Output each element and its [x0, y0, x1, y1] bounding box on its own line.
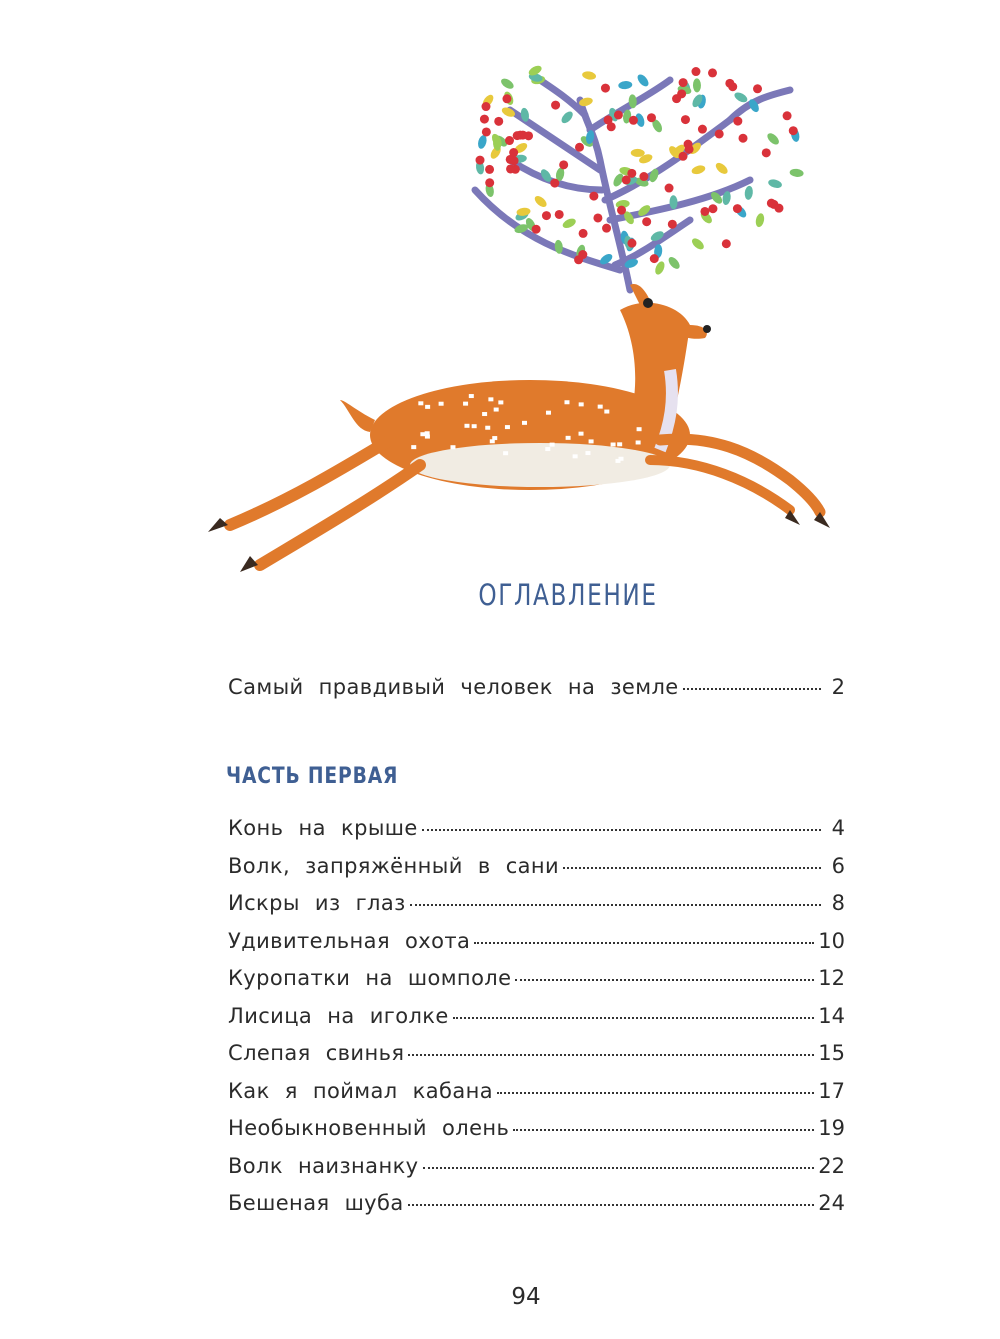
toc-entry-title: Бешеная шуба [228, 1191, 404, 1215]
toc-entry[interactable] [228, 1079, 845, 1103]
toc-entry[interactable] [228, 1191, 845, 1215]
toc-entry-page: 15 [818, 1041, 845, 1065]
toc-leader-dots [497, 1091, 814, 1094]
toc-entry-title: Слепая свинья [228, 1041, 405, 1065]
toc-entry-title: Конь на крыше [228, 816, 418, 840]
toc-entry-page: 10 [818, 928, 845, 953]
toc-entry[interactable] [228, 1154, 845, 1178]
toc-leader-dots [453, 1016, 815, 1019]
toc-leader-dots [563, 866, 821, 869]
toc-entry-title: Как я поймал кабана [228, 1078, 494, 1103]
page-title: ОГЛАВЛЕНИЕ [478, 578, 658, 612]
page-number: 94 [511, 1284, 541, 1310]
toc-entry-title: Куропатки на шомполе [228, 966, 512, 990]
toc-entry-title: Искры из глаз [228, 891, 406, 915]
toc-entry[interactable] [228, 816, 845, 840]
toc-entry-page: 8 [831, 891, 845, 915]
toc-entry-page: 12 [818, 966, 845, 990]
toc-leader-dots [408, 1053, 814, 1056]
toc-entry-title: Самый правдивый человек на земле [228, 675, 679, 699]
toc-entry-page: 17 [818, 1078, 845, 1103]
toc-leader-dots [474, 941, 814, 944]
toc-entry-title: Удивительная охота [228, 928, 471, 953]
leaping-deer-with-tree-antlers-icon [190, 40, 850, 600]
toc-leader-dots [683, 687, 821, 690]
toc-entry-page: 24 [818, 1191, 845, 1215]
deer-illustration [190, 40, 850, 600]
toc-entry-page: 2 [831, 675, 845, 699]
toc-leader-dots [423, 1166, 815, 1169]
toc-entry[interactable] [228, 891, 845, 915]
toc-leader-dots [422, 828, 821, 831]
toc-entry-title: Лисица на иголке [228, 1003, 449, 1028]
section-heading-part-one: ЧАСТЬ ПЕРВАЯ [226, 764, 399, 789]
toc-entry-page: 4 [831, 816, 845, 840]
toc-entry-page: 6 [831, 853, 845, 878]
toc-entry-page: 14 [818, 1003, 845, 1028]
toc-entry-title: Волк наизнанку [228, 1153, 419, 1178]
toc-entry[interactable] [228, 854, 845, 878]
toc-leader-dots [513, 1128, 814, 1131]
toc-entry[interactable] [228, 1116, 845, 1140]
toc-entry-page: 19 [818, 1116, 845, 1140]
toc-entry[interactable] [228, 929, 845, 953]
toc-leader-dots [410, 903, 821, 906]
toc-entry-page: 22 [818, 1153, 845, 1178]
toc-leader-dots [408, 1203, 815, 1206]
toc-entry[interactable] [228, 1004, 845, 1028]
toc-entry[interactable] [228, 1041, 845, 1065]
toc-entry-title: Волк, запряжённый в сани [228, 853, 560, 878]
toc-entry-title: Необыкновенный олень [228, 1116, 510, 1140]
toc-entry-intro[interactable] [228, 675, 845, 699]
toc-leader-dots [515, 978, 814, 981]
toc-entry[interactable] [228, 966, 845, 990]
